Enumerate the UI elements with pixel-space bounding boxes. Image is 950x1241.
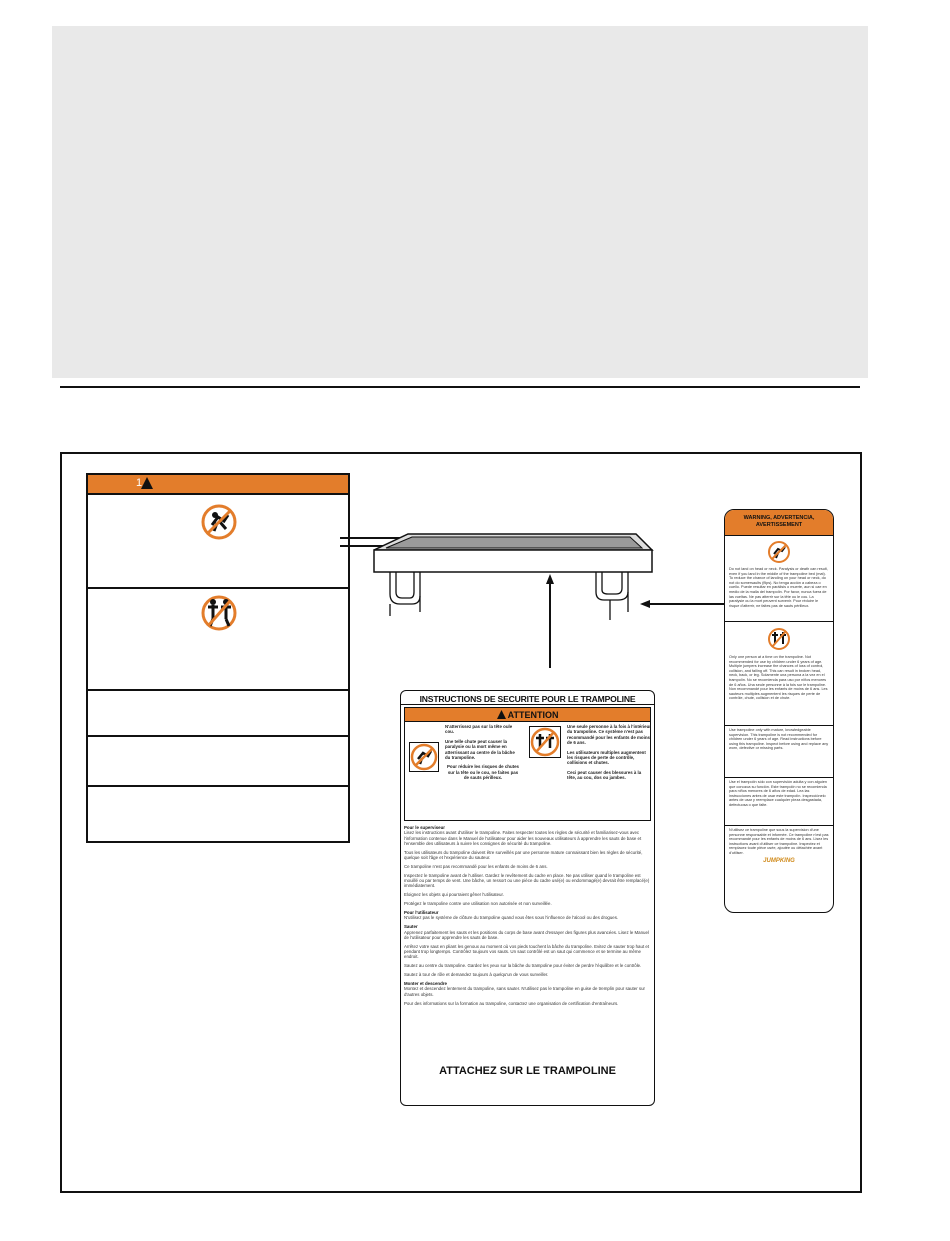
- attention-label: ATTENTION: [507, 710, 559, 720]
- right-label-text-4: Use el trampolín sólo con supervisión adulta y con alguien que conozca su función. Este trampolín no se recomienda para niños menores de 6 años de edad. Lea las instrucciones antes de usar este trampolín. Inspecciónelo antes de usar y reemplace cualquier pieza desgastada, defectuosa o que falte.: [729, 780, 827, 807]
- attention-box: [404, 707, 651, 821]
- jumping-heading: Sauter: [404, 924, 418, 930]
- left-label-section-4: [88, 737, 348, 787]
- right-label-section-2: [725, 622, 833, 726]
- left-label-section-no-flips: [88, 497, 348, 589]
- instruction-paragraph: N'utilisez pas le système de clôture du trampoline quand vous êtes sous l'influence de l'alcool ou des drogues.: [404, 915, 619, 921]
- no-somersault-icon-small: [767, 540, 791, 564]
- attention-left-column: [445, 724, 521, 785]
- left-warning-label: [86, 473, 350, 843]
- right-label-text-2: Only one person at a time on the trampoline. Not recommended for use by children under 6 years of age. Multiple jumpers increase the chances of loss of control, collision, and falling off. This can result in broken head, neck, back, or leg. Solamente una persona a la vez en el trampolín. No se recomienda para uso por niños menores de 6 años. Una seule personne à la fois sur le trampoline. Non recommandé pour les enfants de moins de 6 ans. Les sauteurs multiples augmentent les risques de perte de contrôle, chute, collision et de chute.: [729, 655, 828, 701]
- warning-triangle-icon: [497, 710, 506, 719]
- right-label-section-5: [725, 826, 833, 876]
- attention-left-text-3: Pour réduire les risques de chutes sur la tête ou le cou, ne faites pas de sauts périlleux.: [447, 764, 519, 781]
- instruction-paragraph: Arrêtez votre saut en pliant les genoux au moment où vos pieds touchent la bâche du trampoline. Evitez de sauter trop haut et pendant trop longtemps. Contrôlez toujours vos sauts. Un saut contrôlé est un saut qui commence et se termine au même endroit.: [404, 943, 650, 960]
- attention-left-text-1: N'atterrissez pas sur la tête oule cou.: [445, 724, 513, 735]
- right-label-text-1: Do not land on head or neck. Paralysis or death can result, even if you land in the middle of the trampoline bed (mat). To reduce the chance of landing on your head or neck, do not do somersaults (flips). No tenga acción a cabeza o cuello. Puede resultar en parálisis o muerte, aun si cae en medio de la malla del trampolín. Por favor, nunca fuera de las vueltas. Ne pas atterrir sur la tête ou le cou. La paralysie ou la mort peuvent survenir. Pour réduire le risque d'atterrir, ne faites pas de sauts périlleux.: [729, 567, 828, 608]
- right-label-section-1: [725, 536, 833, 622]
- blank-gray-panel: [52, 26, 868, 378]
- one-person-only-icon-small: [767, 626, 791, 652]
- brand-logo: JUMPKING: [763, 857, 795, 864]
- right-label-text-5: N'utilisez ce trampoline que sous la supervision d'une personne responsable et informée. Ce trampoline n'est pas recommandé pour les enfants de moins de 6 ans. Lisez les instructions avant d'utiliser ce trampoline. Inspectez et remplacez toute pièce usée, ajoutée ou détachée avant d'utiliser.: [729, 828, 829, 855]
- instruction-paragraph: Ce trampoline n'est pas recommandé pour les enfants de moins de 6 ans.: [404, 863, 548, 869]
- instruction-paragraph: Protégez le trampoline contre une utilisation non autorisée et non surveillée.: [404, 901, 552, 907]
- instruction-paragraph: Pour des informations sur la formation au trampoline, contactez une organisation de certification d'entraîneurs.: [404, 1000, 619, 1006]
- instruction-paragraph: Lisez les instructions avant d'utiliser le trampoline. Faites respecter toutes les règles de sécurité et familiarisez-vous avec l'information contenue dans le Manuel de l'utilisateur pour aider les nouveaux utilisateurs à apprendre les sauts de base et l'ensemble des utilisateurs à suivre les consignes de sécurité du trampoline.: [404, 830, 642, 846]
- no-somersault-icon: [200, 503, 238, 541]
- instruction-paragraph: Inspectez le trampoline avant de l'utiliser. Gardez le revêtement du cadre en place. Ne pas utiliser quand le trampoline est mouillé ou par temps de vent. Une bâche, un ressort ou une pièce du cadre usé(e) ou endommagé(e) devrait être remplacé(e) immédiatement.: [404, 872, 650, 889]
- attention-left-text-2: Une telle chute peut causer la paralysie ou la mort même en atterrissant au centre de la bâche du trampoline.: [445, 738, 515, 761]
- instruction-paragraph: Montez et descendez lentement du trampoline, sans sauter. N'utilisez pas le trampoline en guise de tremplin pour sauter sur d'autres objets.: [404, 986, 645, 997]
- instruction-paragraph: Sautez à tour de rôle et demandez toujours à quelqu'un de vous surveiller.: [404, 972, 549, 978]
- left-label-section-3: [88, 691, 348, 737]
- attention-right-text-2: Les utilisateurs multiples augmentent les risques de perte de contrôle, collisions et chutes.: [567, 749, 646, 766]
- left-label-header: [88, 475, 348, 495]
- mount-heading: Monter et descendre: [404, 981, 447, 987]
- supervisor-heading: Pour le superviseur: [404, 825, 445, 830]
- instruction-paragraph: Tous les utilisateurs du trampoline doivent être surveillés par une personne mature connaissant bien les règles de sécurité, quelque soit l'âge et l'expérience du sauteur.: [404, 849, 643, 861]
- left-label-section-one-jumper: [88, 589, 348, 691]
- instruction-paragraph: Apprenez parfaitement les sauts et les positions du corps de base avant d'essayer des figures plus avancées. Lisez le Manuel de l'utilisateur pour apprendre les sauts de base.: [404, 929, 649, 940]
- right-label-section-3: [725, 726, 833, 778]
- attention-right-column: [567, 724, 651, 785]
- instruction-paragraph: Eloignez les objets qui pourraient gêner l'utilisateur.: [404, 892, 504, 898]
- warning-triangle-icon: [140, 476, 154, 490]
- header-mark: 1: [136, 477, 143, 489]
- right-label-text-3: Use trampoline only with mature, knowledgeable supervision. This trampoline is not recommended for children under 6 years of age. Read instructions before using this trampoline. Inspect before using and replace any worn, defective or missing parts.: [729, 728, 829, 751]
- french-label-title: INSTRUCTIONS DE SECURITE POUR LE TRAMPOLINE: [401, 691, 654, 705]
- user-heading: Pour l'utilisateur: [404, 910, 439, 916]
- instructions-body: [401, 821, 654, 1006]
- trampoline-diagram: [340, 528, 730, 668]
- attach-footer: ATTACHEZ SUR LE TRAMPOLINE: [439, 1065, 616, 1077]
- right-label-section-4: [725, 778, 833, 826]
- right-label-header: WARNING, ADVERTENCIA, AVERTISSEMENT: [725, 510, 833, 536]
- attention-right-text-3: Ceci peut causer des blessures à la tête, au cou, dos ou jambes.: [567, 769, 642, 781]
- one-person-only-icon: [529, 726, 561, 758]
- right-warning-label: [724, 509, 834, 913]
- instruction-paragraph: Sautez au centre du trampoline. Gardez les yeux sur la bâche du trampoline pour éviter de perdre l'équilibre et le contrôle.: [404, 963, 642, 969]
- one-person-only-icon: [200, 593, 238, 633]
- horizontal-rule: [60, 386, 860, 388]
- attention-right-text-1: Une seule personne à la fois à l'intérieur du trampoline. Ce système n'est pas recommandé pour les enfants de moins de 6 ans.: [567, 724, 652, 746]
- french-instruction-label: [400, 690, 655, 1106]
- no-somersault-icon: [409, 742, 439, 772]
- attention-banner: [405, 708, 650, 722]
